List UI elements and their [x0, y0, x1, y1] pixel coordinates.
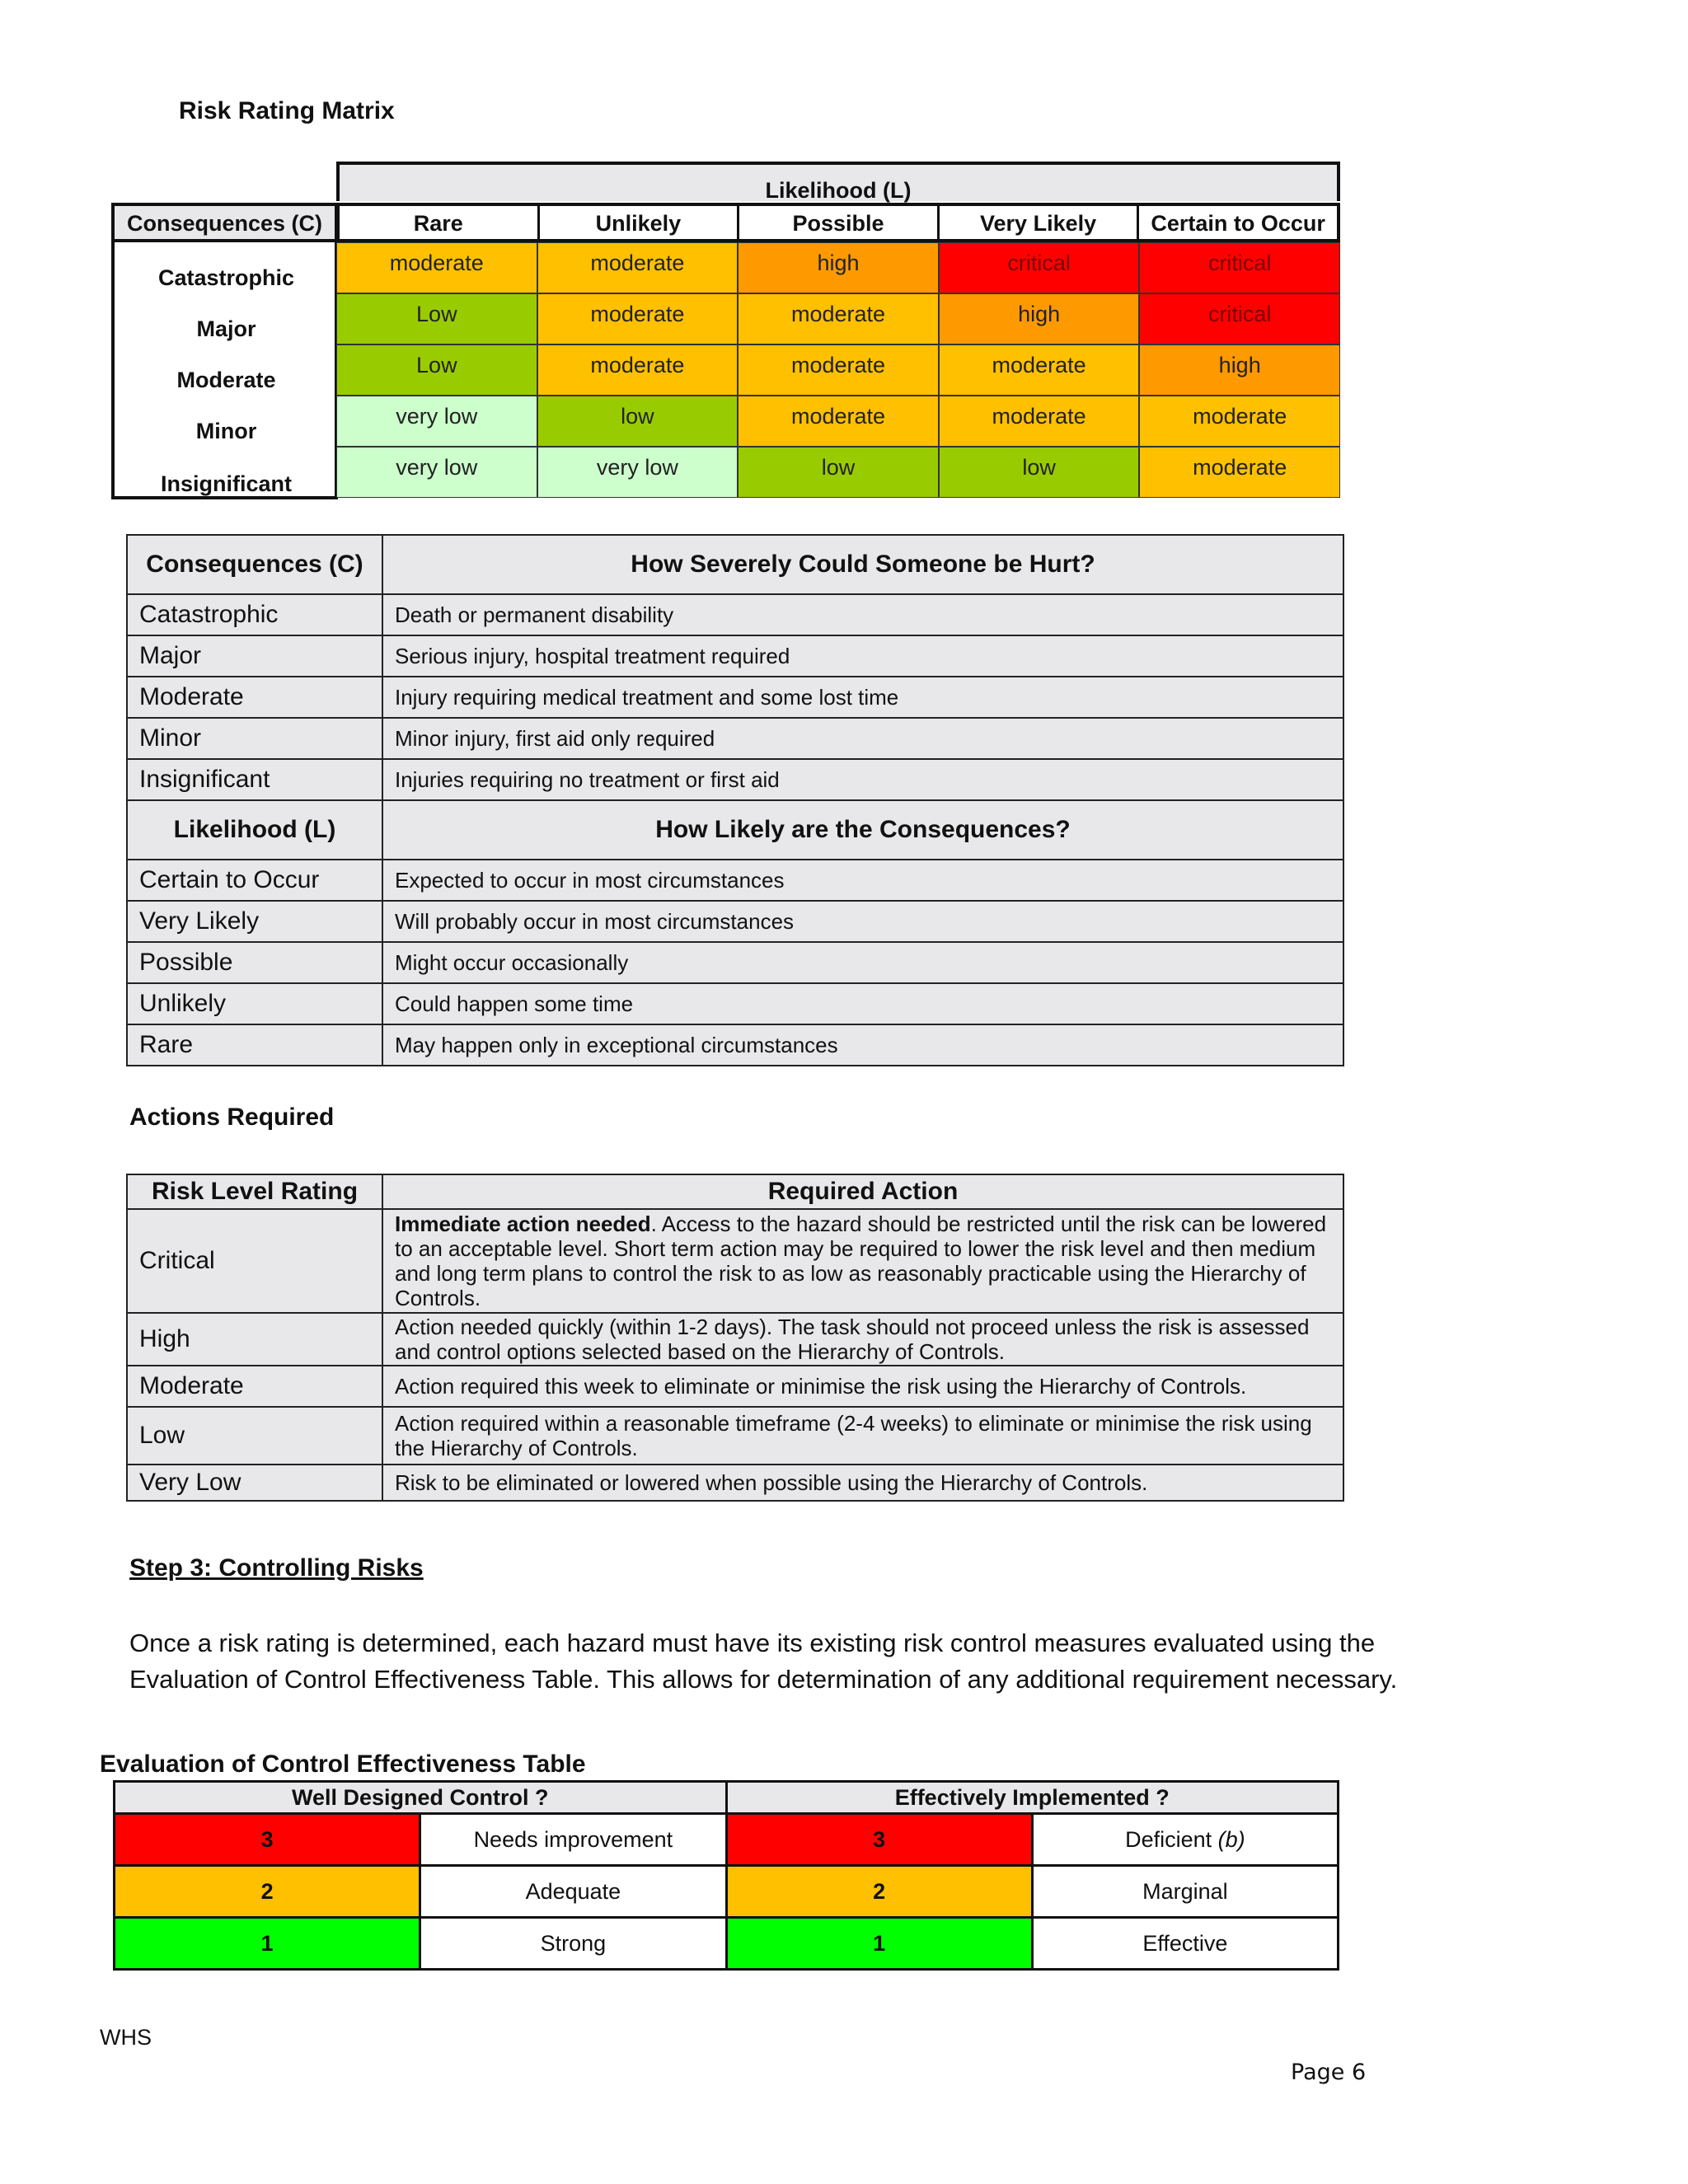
eval-score: 2 — [115, 1866, 420, 1918]
consequences-header: Consequences (C) — [111, 203, 338, 242]
col-rare: Rare — [340, 206, 540, 239]
eval-label: Effective — [1032, 1918, 1338, 1970]
matrix-cell: moderate — [738, 344, 939, 396]
cons-desc: Injury requiring medical treatment and some lost time — [382, 677, 1343, 718]
page-number: Page 6 — [1291, 2060, 1367, 2085]
action-desc-text: . Access to the hazard should be restricted until the risk can be lowered to an acceptable level. Short term action may be required to lower the risk level and then medium and long term plans to control the risk to as low as reasonably practicable using the Hierarchy of Controls. — [395, 1212, 1327, 1310]
lik-desc: Will probably occur in most circumstances — [382, 901, 1343, 942]
matrix-cell: high — [738, 242, 939, 293]
matrix-cell: moderate — [537, 344, 738, 396]
footer-label: WHS — [100, 2025, 152, 2050]
matrix-cell: moderate — [738, 293, 939, 344]
row-catastrophic: Catastrophic — [157, 265, 295, 290]
action-level: Critical — [127, 1209, 382, 1313]
matrix-cell: moderate — [336, 242, 537, 293]
eval-label-suffix: (b) — [1217, 1826, 1245, 1852]
lik-level: Certain to Occur — [127, 860, 382, 901]
cons-level: Major — [127, 635, 382, 677]
matrix-cell: Low — [336, 293, 537, 344]
row-major: Major — [196, 316, 256, 341]
eval-header-left: Well Designed Control ? — [115, 1782, 727, 1814]
eval-score: 1 — [115, 1918, 420, 1970]
action-desc: Action required this week to eliminate or minimise the risk using the Hierarchy of Controls. — [382, 1366, 1343, 1407]
col-unlikely: Unlikely — [540, 206, 740, 239]
evaluation-title: Evaluation of Control Effectiveness Table — [100, 1750, 586, 1778]
lik-desc: May happen only in exceptional circumstances — [382, 1024, 1343, 1066]
lik-desc: Expected to occur in most circumstances — [382, 860, 1343, 901]
lik-desc: Could happen some time — [382, 983, 1343, 1024]
matrix-cell: moderate — [939, 396, 1140, 447]
evaluation-table — [113, 1780, 1339, 1971]
likelihood-header: Likelihood (L) — [336, 162, 1340, 201]
matrix-cell: moderate — [537, 242, 738, 293]
actions-title: Actions Required — [129, 1104, 335, 1131]
consequences-likelihood-table — [126, 534, 1344, 1066]
eval-label — [1032, 1814, 1338, 1866]
matrix-cell: moderate — [738, 396, 939, 447]
matrix-cell: low — [537, 396, 738, 447]
cons-table-header-right: How Severely Could Someone be Hurt? — [382, 535, 1343, 594]
action-level: Very Low — [127, 1465, 382, 1501]
matrix-cell: very low — [537, 447, 738, 498]
matrix-cell: critical — [1139, 242, 1340, 293]
eval-label-text: Deficient — [1125, 1826, 1212, 1852]
matrix-cell: moderate — [939, 344, 1140, 396]
action-level: Low — [127, 1407, 382, 1465]
consequence-labels — [111, 242, 338, 499]
lik-level: Unlikely — [127, 983, 382, 1024]
col-certain: Certain to Occur — [1139, 206, 1337, 239]
actions-table — [126, 1174, 1344, 1502]
row-insignificant: Insignificant — [160, 471, 292, 496]
cons-desc: Minor injury, first aid only required — [382, 718, 1343, 759]
matrix-cell: moderate — [537, 293, 738, 344]
lik-table-header-right: How Likely are the Consequences? — [382, 800, 1343, 860]
action-desc: Risk to be eliminated or lowered when possible using the Hierarchy of Controls. — [382, 1465, 1343, 1501]
cons-level: Insignificant — [127, 759, 382, 800]
matrix-cell: moderate — [1139, 396, 1340, 447]
eval-score: 1 — [726, 1918, 1032, 1970]
eval-score: 3 — [115, 1814, 420, 1866]
likelihood-columns — [336, 203, 1340, 242]
actions-header-right: Required Action — [382, 1174, 1343, 1209]
cons-table-header-left: Consequences (C) — [127, 535, 382, 594]
eval-score: 2 — [726, 1866, 1032, 1918]
matrix-cell: Low — [336, 344, 537, 396]
lik-level: Very Likely — [127, 901, 382, 942]
lik-level: Rare — [127, 1024, 382, 1066]
eval-label: Needs improvement — [420, 1814, 726, 1866]
col-possible: Possible — [739, 206, 940, 239]
eval-header-right: Effectively Implemented ? — [726, 1782, 1339, 1814]
matrix-title: Risk Rating Matrix — [179, 97, 395, 124]
matrix-cell: low — [939, 447, 1140, 498]
matrix-cell: high — [939, 293, 1140, 344]
eval-score: 3 — [726, 1814, 1032, 1866]
cons-desc: Serious injury, hospital treatment required — [382, 635, 1343, 677]
action-level: Moderate — [127, 1366, 382, 1407]
action-desc: Action needed quickly (within 1-2 days). The task should not proceed unless the risk is assessed and control options selected based on the Hierarchy of Controls. — [382, 1313, 1343, 1366]
lik-table-header-left: Likelihood (L) — [127, 800, 382, 860]
cons-desc: Injuries requiring no treatment or first aid — [382, 759, 1343, 800]
risk-matrix-grid — [336, 242, 1340, 498]
cons-level: Moderate — [127, 677, 382, 718]
step3-heading: Step 3: Controlling Risks — [129, 1554, 424, 1582]
cons-level: Catastrophic — [127, 594, 382, 635]
row-moderate: Moderate — [176, 368, 276, 392]
action-desc — [382, 1209, 1343, 1313]
col-very-likely: Very Likely — [940, 206, 1140, 239]
eval-label: Adequate — [420, 1866, 726, 1918]
matrix-cell: low — [738, 447, 939, 498]
row-minor: Minor — [195, 419, 257, 443]
step3-paragraph: Once a risk rating is determined, each hazard must have its existing risk control measures evaluated using the Evaluation of Control Effectiveness Table. This allows for determination of any additional requirement necessary. — [129, 1629, 1398, 1694]
matrix-cell: critical — [939, 242, 1140, 293]
matrix-cell: moderate — [1139, 447, 1340, 498]
matrix-cell: very low — [336, 447, 537, 498]
action-level: High — [127, 1313, 382, 1366]
cons-desc: Death or permanent disability — [382, 594, 1343, 635]
lik-desc: Might occur occasionally — [382, 942, 1343, 983]
eval-label: Strong — [420, 1918, 726, 1970]
lik-level: Possible — [127, 942, 382, 983]
eval-label: Marginal — [1032, 1866, 1338, 1918]
action-lead: Immediate action needed — [395, 1212, 651, 1236]
matrix-cell: critical — [1139, 293, 1340, 344]
action-desc: Action required within a reasonable timeframe (2-4 weeks) to eliminate or minimise the risk using the Hierarchy of Controls. — [382, 1407, 1343, 1465]
matrix-cell: very low — [336, 396, 537, 447]
matrix-cell: high — [1139, 344, 1340, 396]
actions-header-left: Risk Level Rating — [127, 1174, 382, 1209]
cons-level: Minor — [127, 718, 382, 759]
